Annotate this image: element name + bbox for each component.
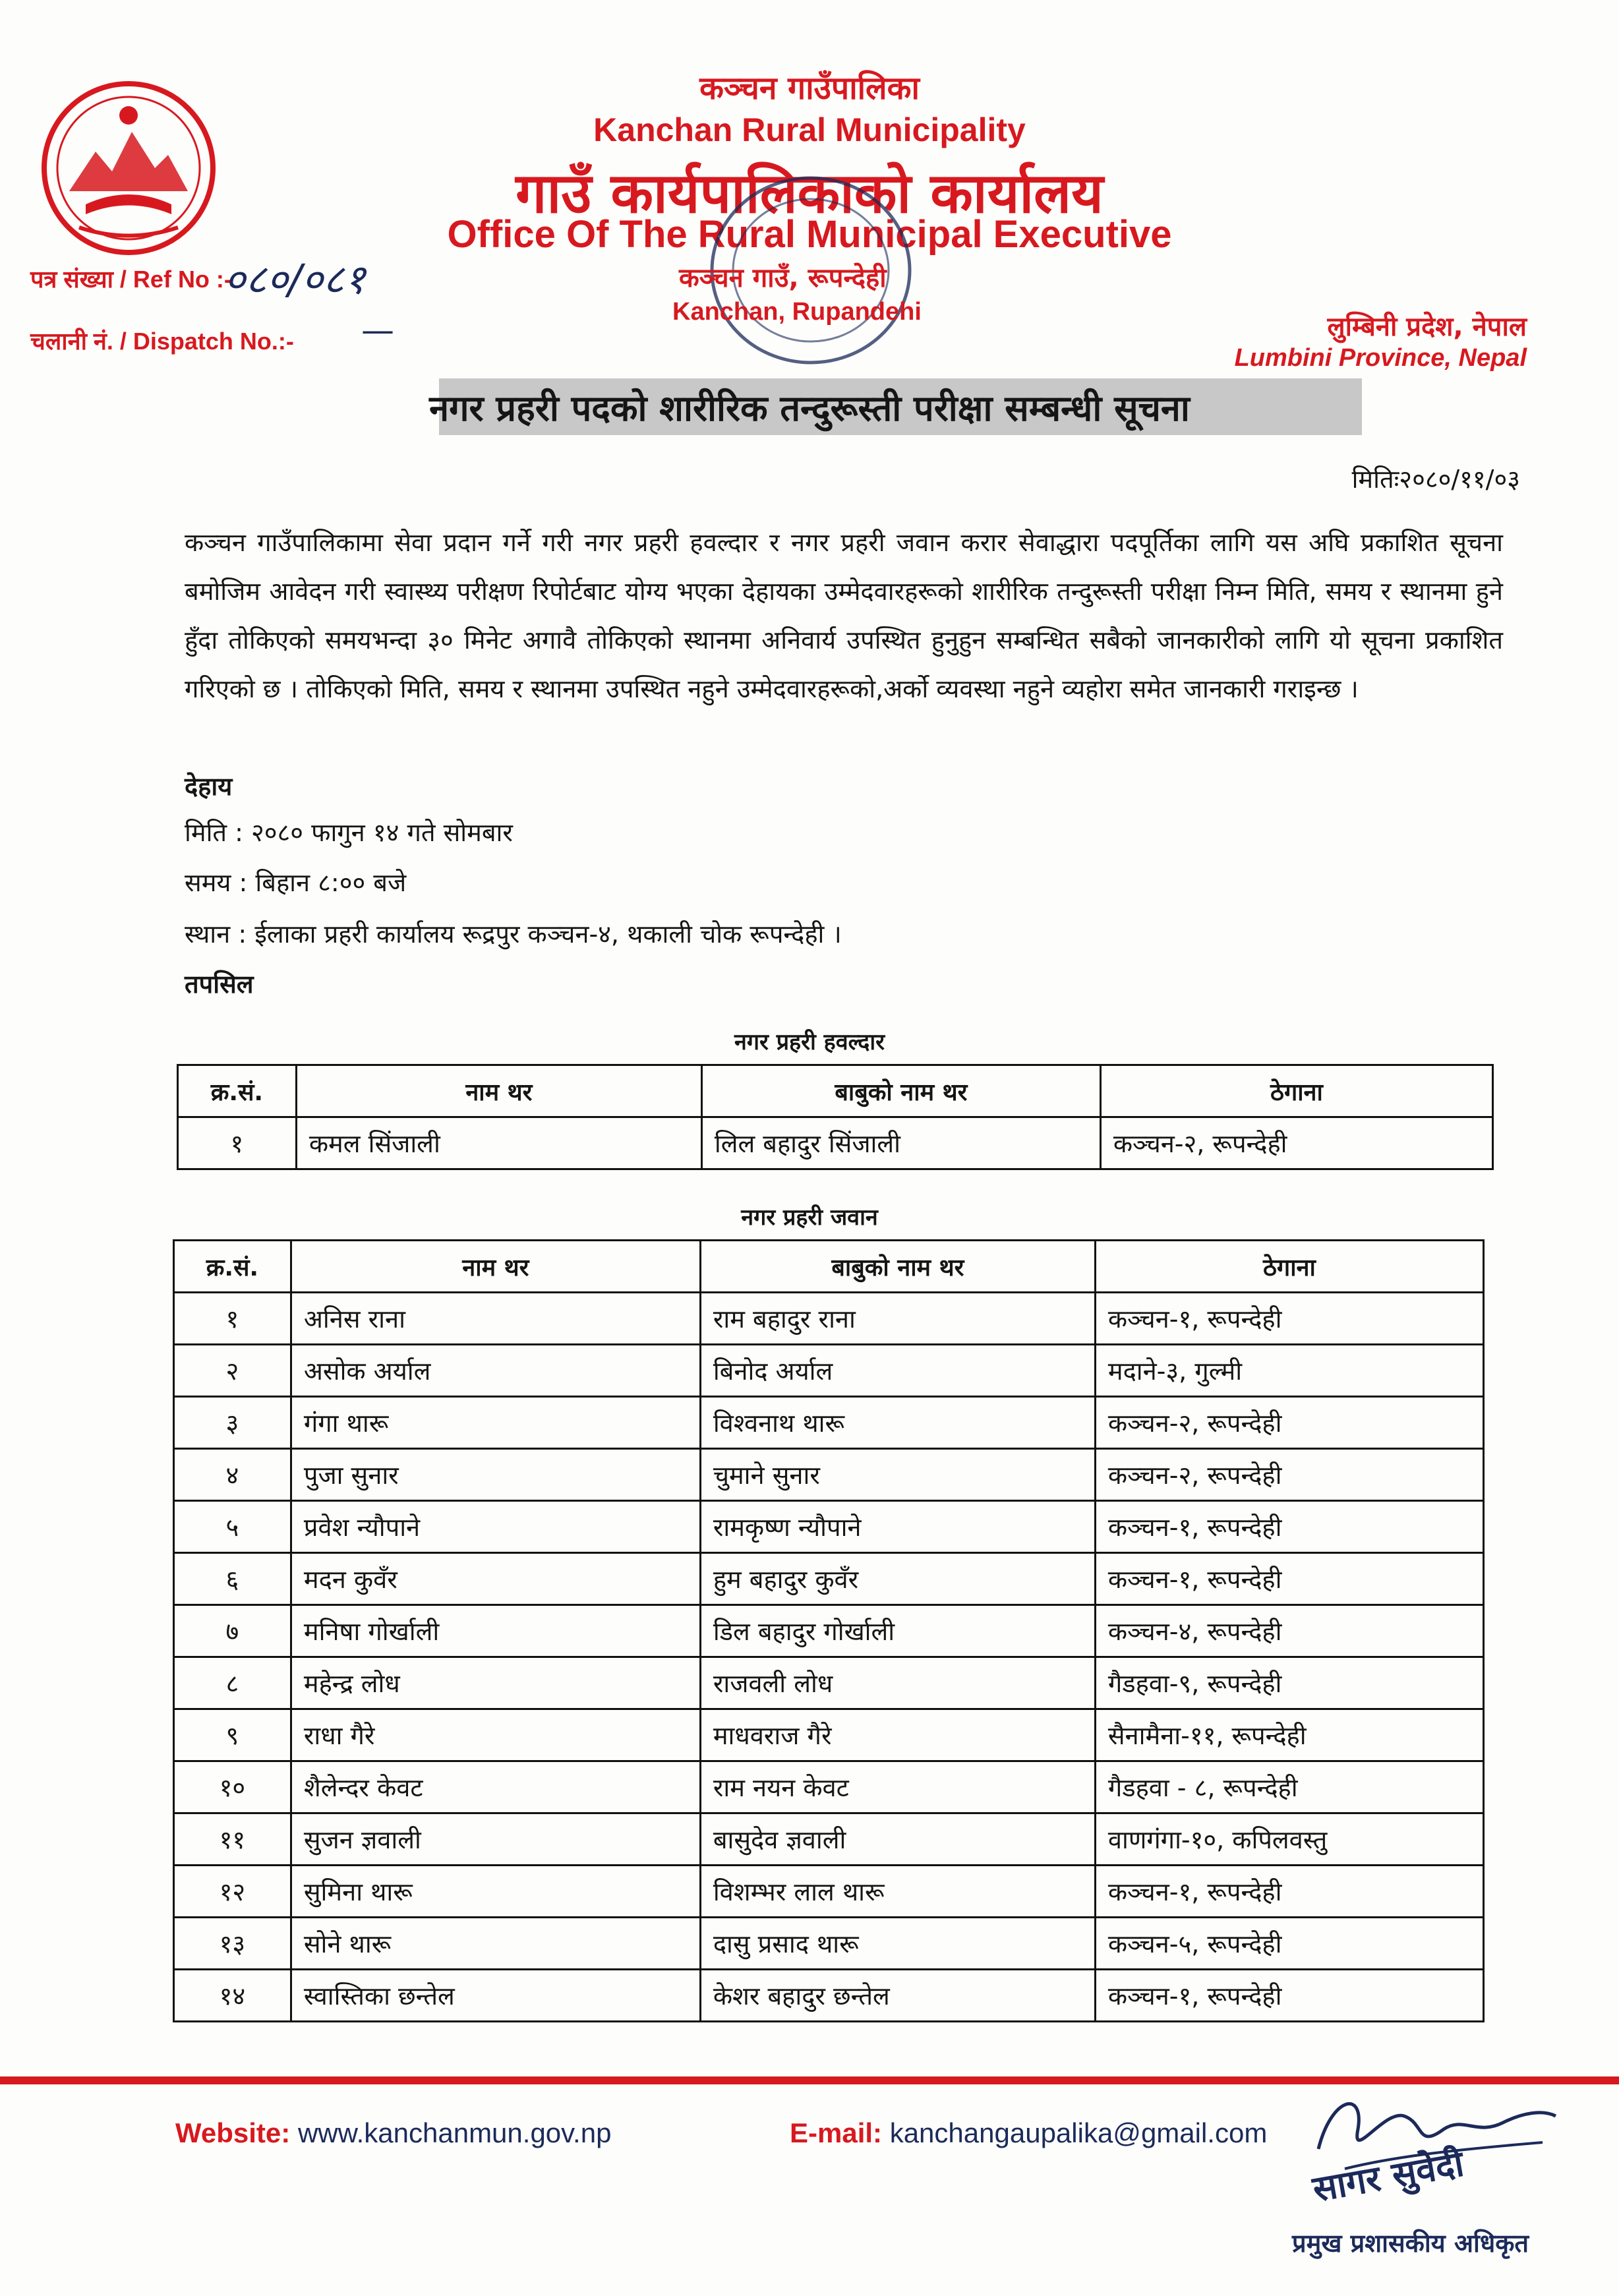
row-father: माधवराज गैरे — [700, 1709, 1095, 1761]
havaldar-table — [177, 1064, 1494, 1170]
municipality-name-english: Kanchan Rural Municipality — [593, 111, 1026, 148]
row-address: कञ्चन-१, रूपन्देही — [1095, 1501, 1483, 1553]
footer-email — [790, 2117, 1267, 2149]
table-row — [174, 1709, 1484, 1761]
exam-time: समय : बिहान ८:०० बजे — [185, 868, 407, 897]
notice-body: कञ्चन गाउँपालिकामा सेवा प्रदान गर्ने गरी नगर प्रहरी हवल्दार र नगर प्रहरी जवान करार सेवाद्धारा पदपूर्तिका लागि यस अघि प्रकाशित सूचना बमोजिम आवेदन गरी स्वास्थ्य परीक्षण रिपोर्टबाट योग्य भएका देहायका उम्मेदवारहरूको शारीरिक तन्दुरूस्ती परीक्षा निम्न मिति, समय र स्थानमा हुने हुँदा तोकिएको समयभन्दा ३० मिनेट अगावै तोकिएको स्थानमा अनिवार्य उपस्थित हुनुहुन सम्बन्धित सबैको जानकारीको लागि यो सूचना प्रकाशित गरिएको छ । तोकिएको मिति, समय र स्थानमा उपस्थित नहुने उम्मेदवारहरूको,अर्को व्यवस्था नहुने व्यहोरा समेत जानकारी गराइन्छ । — [185, 528, 1503, 703]
header-father: बाबुको नाम थर — [701, 1065, 1100, 1117]
row-sn: ७ — [174, 1605, 291, 1657]
row-sn: १४ — [174, 1970, 291, 2022]
row-father: चुमाने सुनार — [700, 1449, 1095, 1501]
jawan-table — [173, 1239, 1485, 2022]
row-father: केशर बहादुर छन्तेल — [700, 1970, 1095, 2022]
row-sn: १ — [178, 1117, 297, 1169]
exam-venue: स्थान : ईलाका प्रहरी कार्यालय रूद्रपुर कञ्चन-४, थकाली चोक रूपन्देही । — [185, 920, 842, 949]
row-sn: ८ — [174, 1657, 291, 1709]
row-address: गैडहवा - ८, रूपन्देही — [1095, 1761, 1483, 1813]
row-address: कञ्चन-४, रूपन्देही — [1095, 1605, 1483, 1657]
row-address: कञ्चन-२, रूपन्देही — [1095, 1449, 1483, 1501]
table-header-row — [178, 1065, 1493, 1117]
website-label: Website: — [175, 2117, 291, 2148]
table-row — [174, 1866, 1484, 1918]
row-sn: २ — [174, 1345, 291, 1397]
ref-no-value: ०८०/०८१ — [224, 255, 366, 303]
table-row — [174, 1397, 1484, 1449]
row-name: मनिषा गोर्खाली — [291, 1605, 700, 1657]
row-father: दासु प्रसाद थारू — [700, 1918, 1095, 1970]
row-father: बासुदेव ज्ञवाली — [700, 1813, 1095, 1866]
row-name: राधा गैरे — [291, 1709, 700, 1761]
header-name: नाम थर — [291, 1241, 700, 1293]
row-address: कञ्चन-२, रूपन्देही — [1095, 1397, 1483, 1449]
signatory-name: सागर सुवेदी — [1309, 2142, 1467, 2210]
tapasil-heading: तपसिल — [185, 970, 254, 999]
row-address: कञ्चन-५, रूपन्देही — [1095, 1918, 1483, 1970]
table-row — [174, 1970, 1484, 2022]
row-sn: ४ — [174, 1449, 291, 1501]
row-name: सुमिना थारू — [291, 1866, 700, 1918]
row-name: शैलेन्दर केवट — [291, 1761, 700, 1813]
email-label: E-mail: — [790, 2117, 883, 2148]
row-sn: ६ — [174, 1553, 291, 1605]
row-address: कञ्चन-२, रूपन्देही — [1100, 1117, 1492, 1169]
row-sn: १३ — [174, 1918, 291, 1970]
row-name: असोक अर्याल — [291, 1345, 700, 1397]
exam-date: मिति : २०८० फागुन १४ गते सोमबार — [185, 818, 513, 847]
row-address: मदाने-३, गुल्मी — [1095, 1345, 1483, 1397]
row-name: महेन्द्र लोध — [291, 1657, 700, 1709]
province-english: Lumbini Province, Nepal — [1234, 344, 1527, 372]
table-row — [174, 1813, 1484, 1866]
table-row — [174, 1657, 1484, 1709]
row-sn: ९ — [174, 1709, 291, 1761]
row-name: गंगा थारू — [291, 1397, 700, 1449]
table-header-row — [174, 1241, 1484, 1293]
notice-date: मितिः२०८०/११/०३ — [1351, 465, 1520, 494]
row-sn: १० — [174, 1761, 291, 1813]
email-link[interactable]: kanchangaupalika@gmail.com — [889, 2117, 1268, 2148]
row-address: कञ्चन-१, रूपन्देही — [1095, 1553, 1483, 1605]
row-address: कञ्चन-१, रूपन्देही — [1095, 1970, 1483, 2022]
footer-website — [175, 2117, 611, 2149]
row-address: कञ्चन-१, रूपन्देही — [1095, 1866, 1483, 1918]
table-row — [174, 1553, 1484, 1605]
row-name: सोने थारू — [291, 1918, 700, 1970]
office-name-nepali: गाउँ कार्यपालिकाको कार्यालय — [515, 161, 1104, 225]
table-row — [178, 1117, 1493, 1169]
row-father: राजवली लोध — [700, 1657, 1095, 1709]
row-father: बिनोद अर्याल — [700, 1345, 1095, 1397]
row-father: हुम बहादुर कुवँर — [700, 1553, 1095, 1605]
row-name: पुजा सुनार — [291, 1449, 700, 1501]
row-sn: १२ — [174, 1866, 291, 1918]
table-row — [174, 1918, 1484, 1970]
header-address: ठेगाना — [1100, 1065, 1492, 1117]
dispatch-no-value: — — [361, 311, 394, 349]
header-address: ठेगाना — [1095, 1241, 1483, 1293]
dispatch-no-label: चलानी नं. / Dispatch No.:- — [30, 328, 294, 355]
table-row — [174, 1345, 1484, 1397]
website-link[interactable]: www.kanchanmun.gov.np — [297, 2117, 612, 2148]
table-row — [174, 1293, 1484, 1345]
municipality-name-nepali: कञ्चन गाउँपालिका — [699, 70, 920, 107]
header-name: नाम थर — [296, 1065, 701, 1117]
table-row — [174, 1761, 1484, 1813]
row-sn: ११ — [174, 1813, 291, 1866]
office-name-english: Office Of The Rural Municipal Executive — [447, 213, 1172, 256]
stamp-text-nepali: कञ्चन गाउँ, रूपन्देही — [679, 263, 887, 293]
row-sn: ३ — [174, 1397, 291, 1449]
row-sn: १ — [174, 1293, 291, 1345]
row-name: प्रवेश न्यौपाने — [291, 1501, 700, 1553]
row-father: लिल बहादुर सिंजाली — [701, 1117, 1100, 1169]
row-name: सुजन ज्ञवाली — [291, 1813, 700, 1866]
ref-no-label: पत्र संख्या / Ref No :- — [30, 266, 232, 293]
header-sn: क्र.सं. — [178, 1065, 297, 1117]
signatory-title: प्रमुख प्रशासकीय अधिकृत — [1292, 2229, 1529, 2258]
notice-title: नगर प्रहरी पदको शारीरिक तन्दुरूस्ती परीक्षा सम्बन्धी सूचना — [429, 388, 1190, 429]
table-row — [174, 1605, 1484, 1657]
row-father: विश्वनाथ थारू — [700, 1397, 1095, 1449]
row-address: गैडहवा-९, रूपन्देही — [1095, 1657, 1483, 1709]
row-father: डिल बहादुर गोर्खाली — [700, 1605, 1095, 1657]
row-name: मदन कुवँर — [291, 1553, 700, 1605]
row-address: कञ्चन-१, रूपन्देही — [1095, 1293, 1483, 1345]
header-sn: क्र.सं. — [174, 1241, 291, 1293]
row-father: राम बहादुर राना — [700, 1293, 1095, 1345]
jawan-caption: नगर प्रहरी जवान — [741, 1204, 878, 1231]
header-father: बाबुको नाम थर — [700, 1241, 1095, 1293]
stamp-text-english: Kanchan, Rupandehi — [672, 298, 922, 326]
row-address: वाणगंगा-१०, कपिलवस्तु — [1095, 1813, 1483, 1866]
table-row — [174, 1501, 1484, 1553]
row-name: कमल सिंजाली — [296, 1117, 701, 1169]
row-name: अनिस राना — [291, 1293, 700, 1345]
table-row — [174, 1449, 1484, 1501]
row-father: विशम्भर लाल थारू — [700, 1866, 1095, 1918]
row-address: सैनामैना-११, रूपन्देही — [1095, 1709, 1483, 1761]
province-nepali: लुम्बिनी प्रदेश, नेपाल — [1327, 312, 1527, 342]
row-name: स्वास्तिका छन्तेल — [291, 1970, 700, 2022]
havaldar-caption: नगर प्रहरी हवल्दार — [734, 1029, 885, 1055]
row-father: राम नयन केवट — [700, 1761, 1095, 1813]
row-father: रामकृष्ण न्यौपाने — [700, 1501, 1095, 1553]
row-sn: ५ — [174, 1501, 291, 1553]
dehaya-heading: देहाय — [185, 772, 233, 801]
